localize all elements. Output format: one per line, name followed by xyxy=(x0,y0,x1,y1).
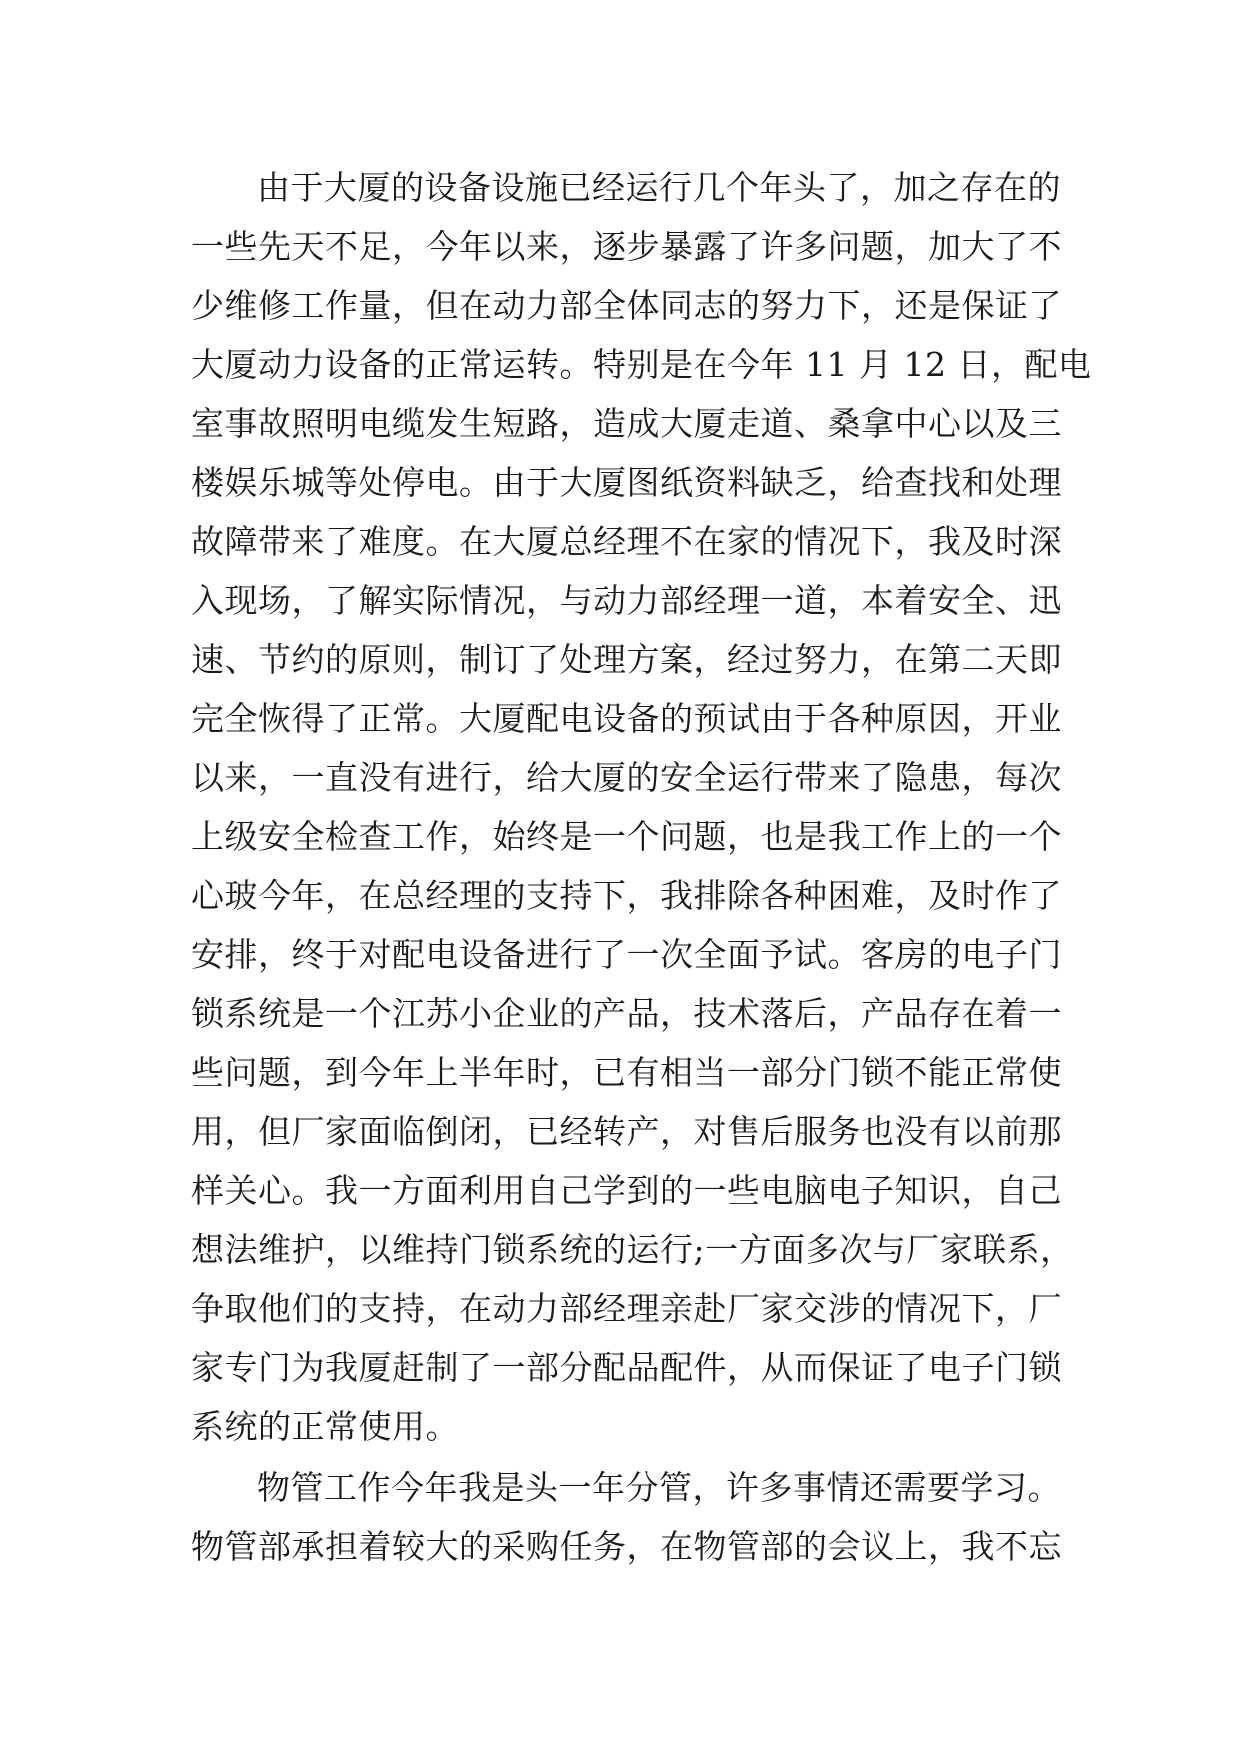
text-line: 大厦动力设备的正常运转。特别是在今年 11 月 12 日，配电 xyxy=(191,345,1092,384)
text-line: 安排，终于对配电设备进行了一次全面予试。客房的电子门 xyxy=(191,935,1062,974)
text-line: 样关心。我一方面利用自己学到的一些电脑电子知识，自己 xyxy=(191,1171,1062,1210)
text-line: 由于大厦的设备设施已经运行几个年头了，加之存在的 xyxy=(257,168,1061,207)
text-line: 一些先天不足，今年以来，逐步暴露了许多问题，加大了不 xyxy=(191,227,1062,266)
text-line: 争取他们的支持，在动力部经理亲赴厂家交涉的情况下，厂 xyxy=(191,1289,1062,1328)
text-line: 家专门为我厦赶制了一部分配品配件，从而保证了电子门锁 xyxy=(191,1348,1062,1387)
text-line: 入现场，了解实际情况，与动力部经理一道，本着安全、迅 xyxy=(191,581,1062,620)
text-line: 以来，一直没有进行，给大厦的安全运行带来了隐患，每次 xyxy=(191,758,1062,797)
text-line: 上级安全检查工作，始终是一个问题，也是我工作上的一个 xyxy=(191,817,1062,856)
paragraph-2 xyxy=(191,1458,1091,1576)
text-line: 物管部承担着较大的采购任务，在物管部的会议上，我不忘 xyxy=(191,1527,1062,1566)
text-line: 些问题，到今年上半年时，已有相当一部分门锁不能正常使 xyxy=(191,1053,1062,1092)
text-line: 楼娱乐城等处停电。由于大厦图纸资料缺乏，给查找和处理 xyxy=(191,463,1062,502)
document-body xyxy=(191,158,1091,1576)
text-line: 少维修工作量，但在动力部全体同志的努力下，还是保证了 xyxy=(191,286,1062,325)
text-line: 心玻今年，在总经理的支持下，我排除各种困难，及时作了 xyxy=(191,876,1062,915)
text-line: 室事故照明电缆发生短路，造成大厦走道、桑拿中心以及三 xyxy=(191,404,1062,443)
text-line: 速、节约的原则，制订了处理方案，经过努力，在第二天即 xyxy=(191,640,1062,679)
text-line: 物管工作今年我是头一年分管，许多事情还需要学习。 xyxy=(257,1468,1061,1507)
text-line: 系统的正常使用。 xyxy=(191,1407,459,1446)
text-line: 故障带来了难度。在大厦总经理不在家的情况下，我及时深 xyxy=(191,522,1062,561)
paragraph-1 xyxy=(191,158,1091,1456)
text-line: 用，但厂家面临倒闭，已经转产，对售后服务也没有以前那 xyxy=(191,1112,1062,1151)
text-line: 想法维护，以维持门锁系统的运行;一方面多次与厂家联系， xyxy=(191,1230,1074,1269)
text-line: 锁系统是一个江苏小企业的产品，技术落后，产品存在着一 xyxy=(191,994,1062,1033)
text-line: 完全恢得了正常。大厦配电设备的预试由于各种原因，开业 xyxy=(191,699,1062,738)
